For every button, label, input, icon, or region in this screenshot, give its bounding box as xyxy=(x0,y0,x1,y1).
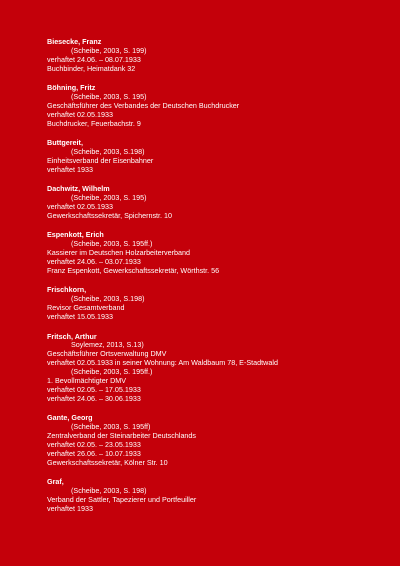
person-name: Biesecke, Franz xyxy=(47,37,102,46)
list-item xyxy=(47,286,380,322)
entry-text-line: Buchbinder, Heimatdank 32 xyxy=(47,63,136,73)
entry-text-line: Einheitsverband der Eisenbahner xyxy=(47,155,154,165)
list-item xyxy=(47,231,380,276)
entry-text-line: verhaftet 1933 xyxy=(47,503,93,513)
entry-list xyxy=(47,38,380,514)
source-reference: (Scheibe, 2003, S. 195) xyxy=(71,92,147,102)
person-name: Gante, Georg xyxy=(47,413,93,423)
entry-text-line: Revisor Gesamtverband xyxy=(47,303,125,313)
person-name: Graf, xyxy=(47,477,64,487)
entry-text-line: verhaftet 02.05. – 17.05.1933 xyxy=(47,385,141,394)
entry-text-line: verhaftet 02.05.1933 xyxy=(47,202,113,212)
person-name: Frischkorn, xyxy=(47,285,87,295)
entry-text-line: verhaftet 15.05.1933 xyxy=(47,312,113,322)
entry-text-line: verhaftet 1933 xyxy=(47,164,93,174)
entry-text-line: Verband der Sattler, Tapezierer und Portfeuiller xyxy=(47,495,197,505)
entry-text-line: verhaftet 24.06. – 03.07.1933 xyxy=(47,257,141,267)
entry-text-line: verhaftet 02.05.1933 in seiner Wohnung: Am Waldbaum 78, E-Stadtwald xyxy=(47,358,278,368)
person-name: Espenkott, Erich xyxy=(47,230,104,240)
source-reference: (Scheibe, 2003, S.198) xyxy=(71,294,145,304)
list-item xyxy=(47,38,380,74)
person-name: Fritsch, Arthur xyxy=(47,331,97,341)
list-item xyxy=(47,139,380,175)
entry-text-line: verhaftet 26.06. – 10.07.1933 xyxy=(47,448,141,458)
entry-text-line: 1. Bevollmächtigter DMV xyxy=(47,376,127,386)
entry-text-line: Kassierer im Deutschen Holzarbeiterverband xyxy=(47,248,191,258)
entry-text-line: verhaftet 24.06. – 30.06.1933 xyxy=(47,393,141,403)
person-name: Böhning, Fritz xyxy=(47,83,96,93)
source-reference: (Scheibe, 2003, S. 199) xyxy=(71,45,147,55)
list-item xyxy=(47,185,380,221)
entry-text-line: Gewerkschaftssekretär, Kölner Str. 10 xyxy=(47,457,168,467)
source-reference: Soylemez, 2013, S.13) xyxy=(71,340,144,350)
entry-text-line: Gewerkschaftssekretär, Spichernstr. 10 xyxy=(47,211,173,220)
source-reference: (Scheibe, 2003, S. 198) xyxy=(71,486,147,496)
entry-text-line: verhaftet 02.05. – 23.05.1933 xyxy=(47,440,141,450)
source-reference: (Scheibe, 2003, S. 195) xyxy=(71,193,147,203)
list-item xyxy=(47,414,380,467)
list-item xyxy=(47,333,380,404)
source-reference: (Scheibe, 2003, S. 195ff.) xyxy=(71,239,153,249)
entry-text-line: Franz Espenkott, Gewerkschaftssekretär, Wörthstr. 56 xyxy=(47,266,220,276)
list-item xyxy=(47,84,380,129)
list-item xyxy=(47,478,380,514)
source-reference: (Scheibe, 2003, S. 195ff.) xyxy=(71,367,153,377)
person-name: Buttgereit, xyxy=(47,138,83,148)
entry-text-line: Geschäftsführer Ortsverwaltung DMV xyxy=(47,349,167,359)
source-reference: (Scheibe, 2003, S. 195ff) xyxy=(71,422,151,432)
source-reference: (Scheibe, 2003, S.198) xyxy=(71,147,145,157)
entry-text-line: verhaftet 24.06. – 08.07.1933 xyxy=(47,54,141,64)
entry-text-line: Zentralverband der Steinarbeiter Deutschlands xyxy=(47,431,197,441)
entry-text-line: verhaftet 02.05.1933 xyxy=(47,109,113,119)
entry-text-line: Geschäftsführer des Verbandes der Deutschen Buchdrucker xyxy=(47,100,240,110)
person-name: Dachwitz, Wilhelm xyxy=(47,184,110,194)
entry-text-line: Buchdrucker, Feuerbachstr. 9 xyxy=(47,118,141,128)
